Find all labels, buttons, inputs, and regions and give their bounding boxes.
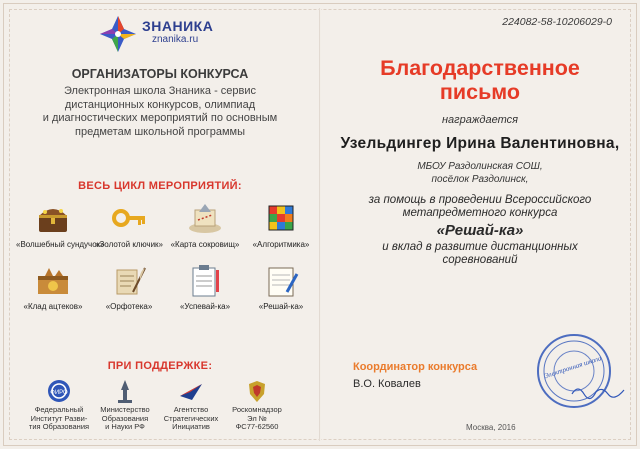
organizers-desc-line: дистанционных конкурсов, олимпиад	[64, 98, 256, 111]
ministry-tower-icon	[112, 378, 138, 404]
coordinator-title: Координатор конкурса	[353, 361, 478, 373]
supporter-item	[222, 378, 292, 432]
supporter-label-line: Институт Разви-	[30, 413, 88, 423]
clipboard-icon	[185, 262, 225, 300]
recipient-name: Узельдингер Ирина Валентиновна,	[340, 135, 620, 152]
event-label: «Волшебный сундучок»	[16, 240, 105, 249]
supporter-item	[24, 378, 94, 432]
supporter-label	[24, 406, 94, 432]
supporter-item	[156, 378, 226, 432]
coat-of-arms-icon	[244, 378, 270, 404]
supporter-label-line: ФС77-62560	[235, 422, 279, 432]
event-item	[244, 200, 318, 249]
event-item	[92, 262, 166, 311]
document-number: 224082-58-10206029-0	[502, 16, 612, 28]
event-item	[168, 200, 242, 249]
supporter-label-line: Эл №	[247, 413, 267, 423]
support-title: ПРИ ПОДДЕРЖКЕ:	[107, 360, 213, 372]
title-line: письмо	[439, 80, 521, 104]
notepad-pen-icon	[261, 262, 301, 300]
supporter-label-line: Министерство	[100, 405, 150, 414]
supporter-label-line: тия Образования	[28, 422, 90, 432]
organizers-desc-line: Электронная школа Знаника - сервис	[63, 85, 257, 97]
school-line: МБОУ Раздолинская СОШ,	[417, 161, 543, 172]
golden-key-icon	[109, 200, 149, 238]
aztec-treasure-icon	[33, 262, 73, 300]
organizers-desc-line: предметам школьной программы	[75, 125, 245, 138]
asi-arrow-icon	[178, 378, 204, 404]
document-title	[320, 56, 640, 104]
logo-name: ЗНАНИКА	[142, 18, 214, 34]
event-label: «Карта сокровищ»	[170, 240, 240, 249]
supporter-label-line: Федеральный	[34, 405, 84, 414]
contribution-line: соревнований	[442, 253, 518, 266]
supporter-item	[90, 378, 160, 432]
event-label: «Успевай-ка»	[179, 302, 231, 311]
event-label: «Орфотека»	[105, 302, 153, 311]
logo-url: znanika.ru	[152, 34, 199, 45]
supporter-label-line: Роскомнадзор	[232, 405, 282, 414]
right-page	[320, 0, 640, 449]
title-line: Благодарственное	[380, 56, 580, 80]
supporter-label	[90, 406, 160, 432]
stamp-text: Электронная школа	[543, 354, 603, 381]
supporter-label-line: Стратегических	[163, 413, 219, 423]
awarded-text: награждается	[441, 114, 518, 126]
treasure-chest-icon	[33, 200, 73, 238]
reason-line: за помощь в проведении Всероссийского	[368, 194, 592, 206]
rubiks-cube-icon	[261, 200, 301, 238]
svg-text:ФИРО: ФИРО	[50, 390, 68, 396]
contest-name: «Решай-ка»	[436, 222, 524, 239]
contribution-line: и вклад в развитие дистанционных	[382, 241, 578, 253]
event-item	[16, 262, 90, 311]
supporter-label-line: и Науки РФ	[105, 422, 145, 432]
event-item	[16, 200, 105, 249]
reason-text	[320, 194, 640, 219]
school-line: посёлок Раздолинск,	[431, 174, 529, 185]
event-item	[244, 262, 318, 311]
event-label: «Золотой ключик»	[95, 240, 163, 249]
event-label: «Алгоритмика»	[252, 240, 310, 249]
event-item	[92, 200, 166, 249]
scroll-quill-icon	[109, 262, 149, 300]
treasure-map-icon	[185, 200, 225, 238]
contribution-text	[320, 241, 640, 266]
signature	[568, 380, 628, 402]
event-label: «Клад ацтеков»	[23, 302, 83, 311]
supporter-label-line: Агентство	[173, 405, 209, 414]
coordinator-name: В.О. Ковалев	[353, 378, 421, 390]
organizers-desc-line: и диагностических мероприятий по основным	[42, 112, 278, 124]
reason-line: метапредметного конкурса	[402, 206, 558, 219]
event-item	[168, 262, 242, 311]
events-cycle-title: ВЕСЬ ЦИКЛ МЕРОПРИЯТИЙ:	[78, 180, 242, 192]
znanika-star-icon	[98, 14, 138, 54]
supporter-label-line: Инициатив	[172, 422, 210, 432]
supporter-label	[222, 406, 292, 432]
school-info	[320, 160, 640, 186]
event-label: «Решай-ка»	[258, 302, 304, 311]
organizers-title: ОРГАНИЗАТОРЫ КОНКУРСА	[71, 67, 249, 81]
supporter-label	[156, 406, 226, 432]
city-year: Москва, 2016	[466, 423, 516, 432]
znanika-logo	[98, 14, 238, 54]
organizers-description	[22, 85, 298, 139]
supporter-label-line: Образования	[101, 413, 149, 423]
firo-icon	[46, 378, 72, 404]
